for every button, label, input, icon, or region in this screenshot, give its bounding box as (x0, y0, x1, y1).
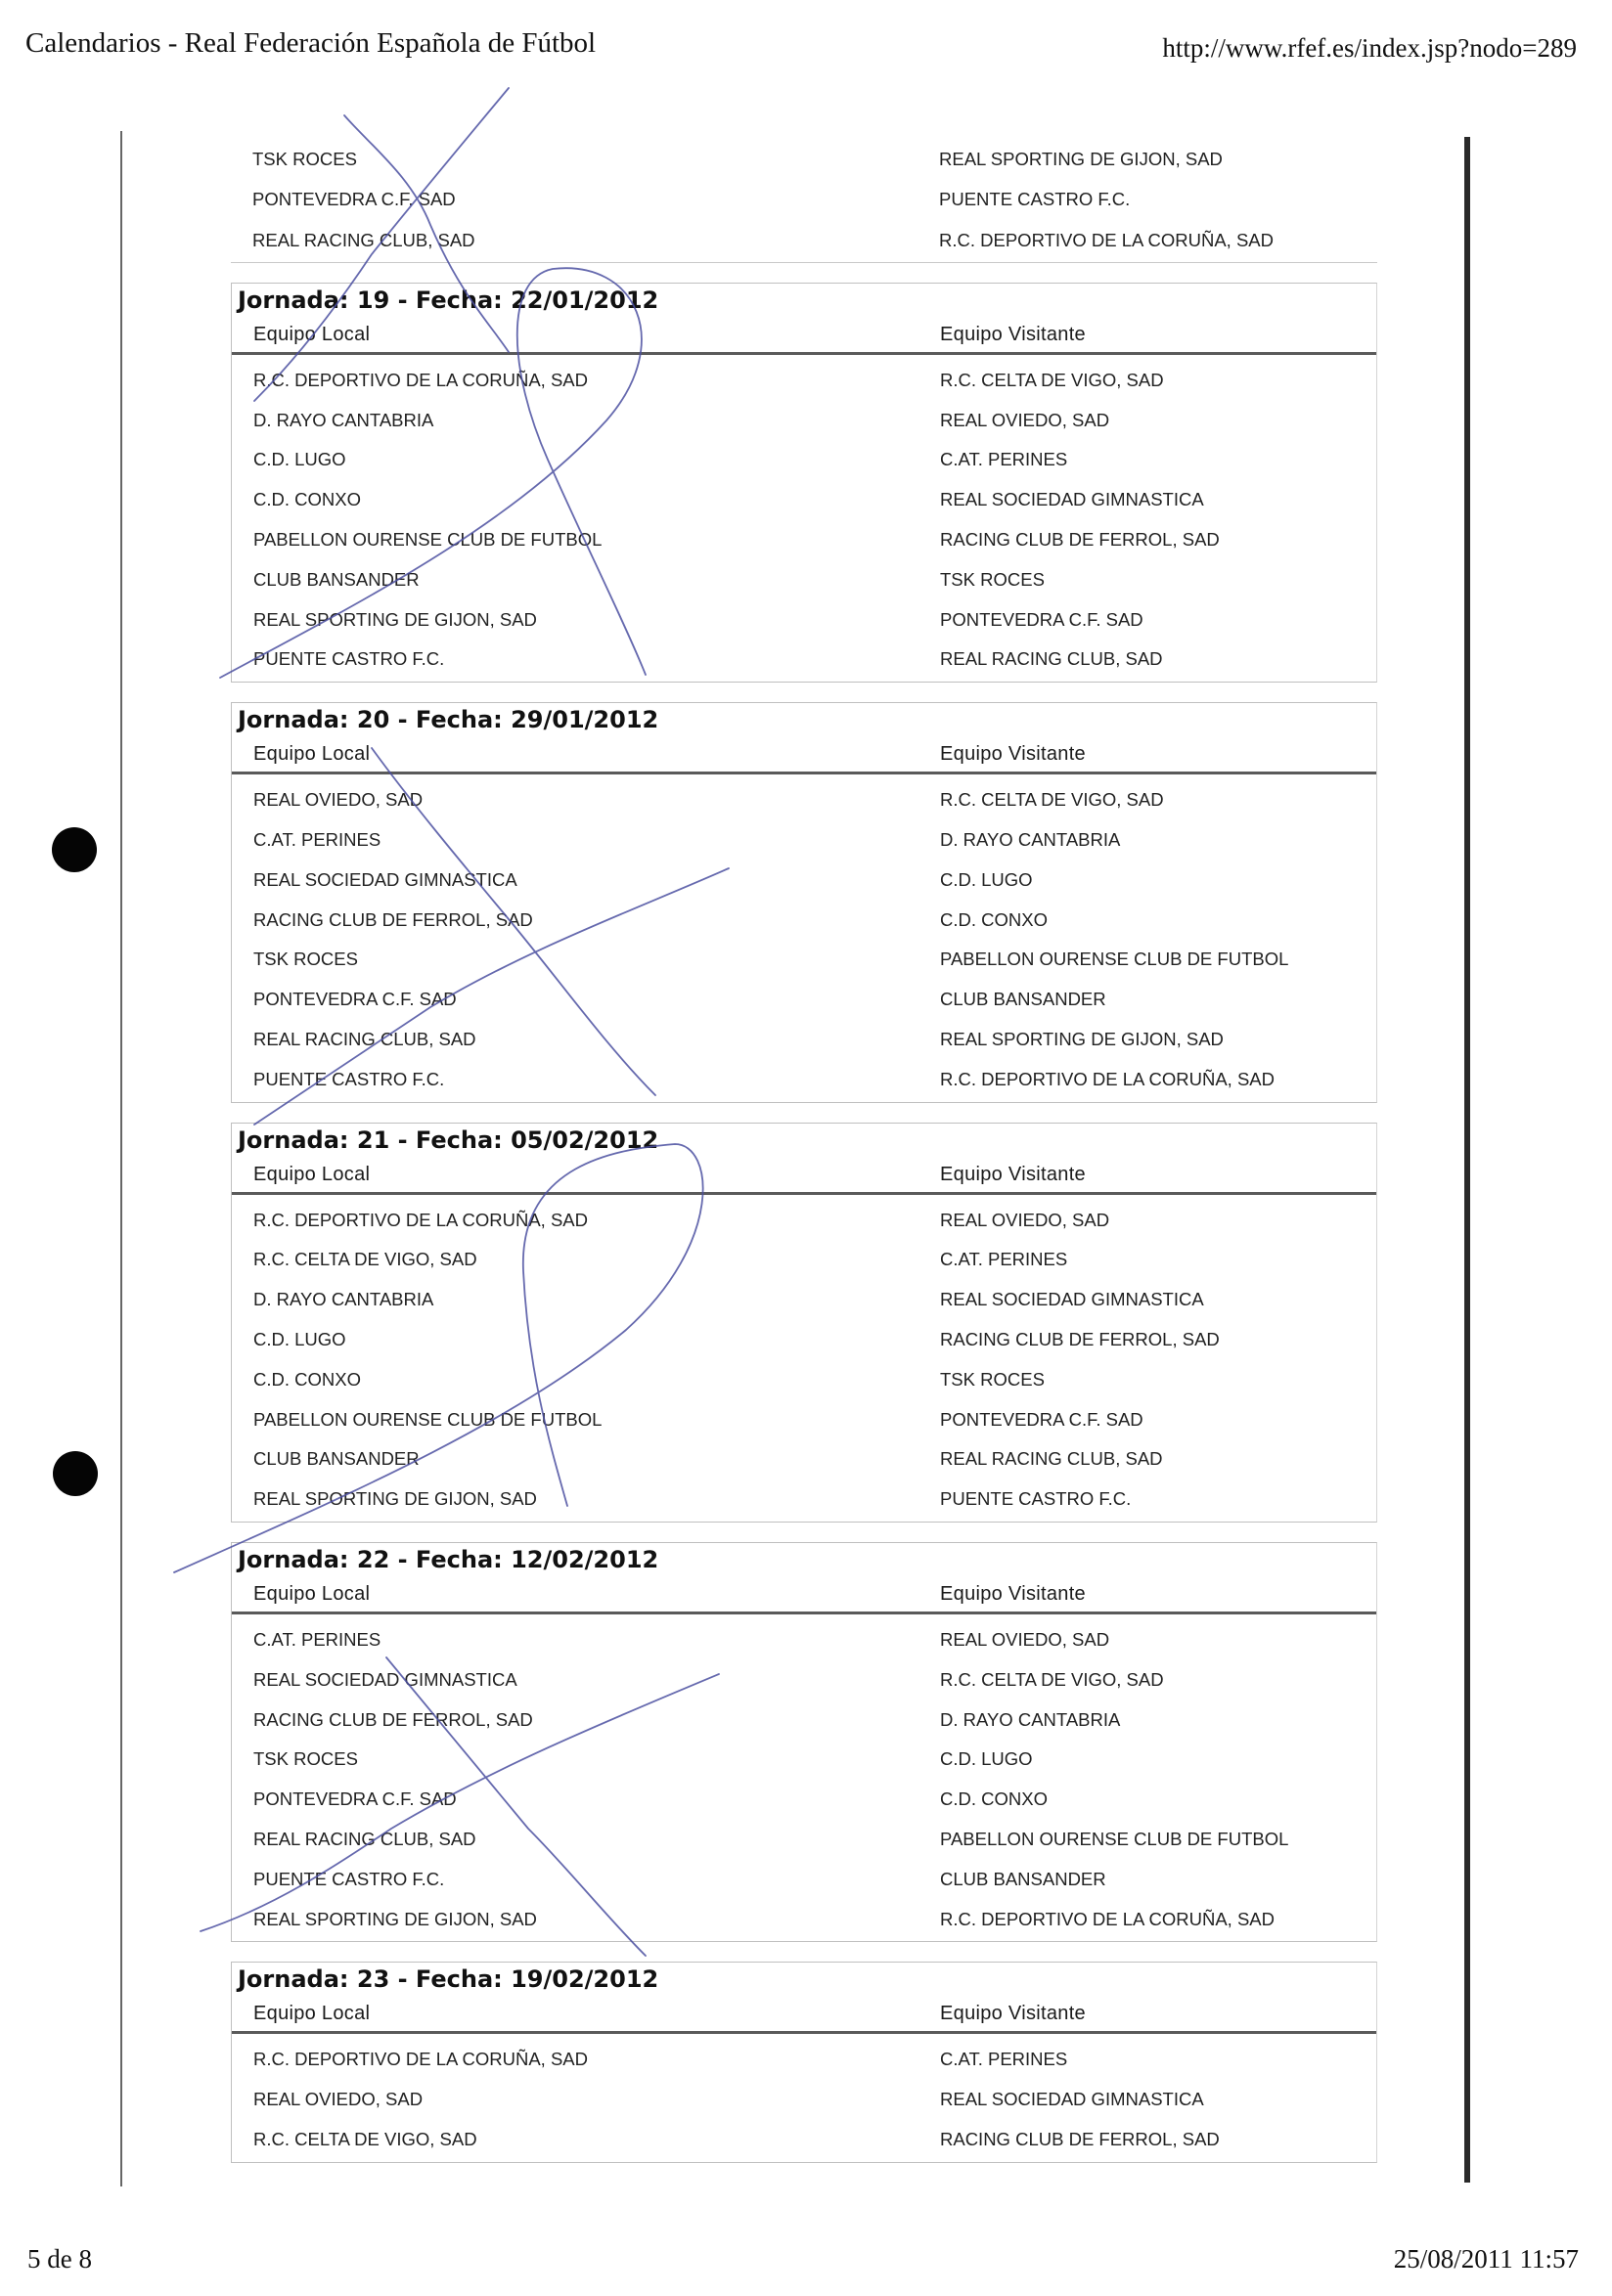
local-team: R.C. CELTA DE VIGO, SAD (253, 1249, 477, 1270)
column-header-visitante: Equipo Visitante (940, 1583, 1086, 1606)
jornada-block (231, 283, 1377, 683)
visiting-team: C.AT. PERINES (940, 2049, 1068, 2070)
match-row (232, 1360, 1376, 1400)
page-header-title: Calendarios - Real Federación Española de Fútbol (25, 27, 597, 59)
local-team: C.D. LUGO (253, 1329, 346, 1350)
column-header-visitante: Equipo Visitante (940, 323, 1086, 345)
match-row (232, 1820, 1376, 1860)
visiting-team: PONTEVEDRA C.F. SAD (940, 1408, 1143, 1430)
jornada-block (231, 702, 1377, 1102)
match-row (232, 1860, 1376, 1900)
match-row (232, 820, 1376, 861)
visiting-team: R.C. DEPORTIVO DE LA CORUÑA, SAD (940, 1908, 1275, 1929)
visiting-team: REAL OVIEDO, SAD (940, 1629, 1110, 1651)
match-row (232, 1320, 1376, 1360)
visiting-team: PUENTE CASTRO F.C. (939, 189, 1131, 210)
visiting-team: REAL SOCIEDAD GIMNASTICA (940, 1289, 1204, 1310)
match-row (232, 1780, 1376, 1820)
page-header-url[interactable]: http://www.rfef.es/index.jsp?nodo=289 (1162, 33, 1577, 63)
match-row (232, 1240, 1376, 1280)
jornada-title: Jornada: 23 - Fecha: 19/02/2012 (238, 1965, 659, 1994)
visiting-team: PUENTE CASTRO F.C. (940, 1488, 1132, 1510)
match-row (232, 640, 1376, 680)
match-row (232, 1020, 1376, 1060)
local-team: R.C. DEPORTIVO DE LA CORUÑA, SAD (253, 369, 588, 390)
match-row (232, 1620, 1376, 1660)
visiting-team: PABELLON OURENSE CLUB DE FUTBOL (940, 1829, 1289, 1849)
match-rows (231, 133, 1377, 262)
local-team: R.C. DEPORTIVO DE LA CORUÑA, SAD (253, 2049, 588, 2070)
local-team: D. RAYO CANTABRIA (253, 1289, 434, 1310)
match-row (232, 560, 1376, 600)
local-team: C.D. LUGO (253, 449, 346, 470)
visiting-team: REAL RACING CLUB, SAD (940, 1448, 1163, 1470)
visiting-team: TSK ROCES (940, 568, 1045, 590)
match-row (232, 1400, 1376, 1440)
local-team: PONTEVEDRA C.F. SAD (252, 189, 456, 210)
local-team: REAL SPORTING DE GIJON, SAD (253, 1488, 537, 1510)
visiting-team: RACING CLUB DE FERROL, SAD (940, 529, 1220, 551)
jornada-title: Jornada: 22 - Fecha: 12/02/2012 (238, 1546, 659, 1574)
visiting-team: D. RAYO CANTABRIA (940, 1708, 1121, 1730)
local-team: REAL OVIEDO, SAD (253, 789, 424, 811)
column-header-visitante: Equipo Visitante (940, 2003, 1086, 2025)
match-row (232, 361, 1376, 401)
match-row (232, 440, 1376, 480)
visiting-team: C.D. CONXO (940, 908, 1048, 930)
column-header-row (232, 736, 1376, 774)
left-margin-line (120, 131, 122, 2186)
match-rows (232, 1614, 1376, 1941)
local-team: REAL SPORTING DE GIJON, SAD (253, 608, 537, 630)
match-row (232, 600, 1376, 640)
local-team: PUENTE CASTRO F.C. (253, 1868, 445, 1889)
local-team: PUENTE CASTRO F.C. (253, 1068, 445, 1089)
match-row (232, 1700, 1376, 1741)
visiting-team: REAL OVIEDO, SAD (940, 409, 1110, 430)
local-team: RACING CLUB DE FERROL, SAD (253, 1708, 533, 1730)
match-row (232, 861, 1376, 901)
local-team: REAL SOCIEDAD GIMNASTICA (253, 868, 517, 890)
visiting-team: PONTEVEDRA C.F. SAD (940, 608, 1143, 630)
punch-hole (53, 1451, 98, 1496)
jornada-block (231, 1962, 1377, 2162)
match-row (232, 401, 1376, 441)
punch-hole (52, 827, 97, 872)
visiting-team: C.D. CONXO (940, 1788, 1048, 1810)
column-header-visitante: Equipo Visitante (940, 1163, 1086, 1185)
match-row (232, 1439, 1376, 1479)
visiting-team: REAL OVIEDO, SAD (940, 1209, 1110, 1230)
local-team: TSK ROCES (252, 149, 357, 169)
local-team: C.D. CONXO (253, 1368, 361, 1390)
match-row (232, 2040, 1376, 2080)
visiting-team: CLUB BANSANDER (940, 1868, 1106, 1889)
jornada-list (231, 283, 1377, 2163)
page-number: 5 de 8 (27, 2244, 92, 2274)
local-team: REAL SPORTING DE GIJON, SAD (253, 1908, 537, 1929)
local-team: PONTEVEDRA C.F. SAD (253, 989, 457, 1010)
local-team: PABELLON OURENSE CLUB DE FUTBOL (253, 529, 603, 551)
right-margin-line (1464, 137, 1470, 2183)
local-team: RACING CLUB DE FERROL, SAD (253, 908, 533, 930)
visiting-team: PABELLON OURENSE CLUB DE FUTBOL (940, 949, 1289, 970)
visiting-team: REAL SOCIEDAD GIMNASTICA (940, 2089, 1204, 2110)
column-header-row (232, 317, 1376, 355)
match-row (232, 940, 1376, 980)
visiting-team: C.D. LUGO (940, 1748, 1033, 1770)
calendar-content (231, 133, 1377, 2163)
match-row (232, 780, 1376, 820)
visiting-team: R.C. DEPORTIVO DE LA CORUÑA, SAD (939, 229, 1274, 250)
local-team: CLUB BANSANDER (253, 1448, 420, 1470)
visiting-team: C.D. LUGO (940, 868, 1033, 890)
match-row (231, 220, 1377, 260)
local-team: CLUB BANSANDER (253, 568, 420, 590)
column-header-visitante: Equipo Visitante (940, 743, 1086, 766)
local-team: PUENTE CASTRO F.C. (253, 648, 445, 670)
match-rows (232, 1195, 1376, 1522)
match-row (232, 480, 1376, 520)
match-row (232, 980, 1376, 1020)
local-team: C.AT. PERINES (253, 829, 381, 851)
column-header-local: Equipo Local (253, 1583, 371, 1606)
match-row (232, 1060, 1376, 1100)
local-team: REAL RACING CLUB, SAD (252, 229, 475, 250)
jornada-title: Jornada: 20 - Fecha: 29/01/2012 (238, 706, 659, 734)
match-row (232, 1660, 1376, 1700)
visiting-team: R.C. DEPORTIVO DE LA CORUÑA, SAD (940, 1068, 1275, 1089)
local-team: D. RAYO CANTABRIA (253, 409, 434, 430)
match-row (232, 1479, 1376, 1520)
visiting-team: REAL SOCIEDAD GIMNASTICA (940, 489, 1204, 510)
match-row (231, 179, 1377, 219)
local-team: REAL SOCIEDAD GIMNASTICA (253, 1668, 517, 1690)
local-team: C.D. CONXO (253, 489, 361, 510)
column-header-local: Equipo Local (253, 323, 371, 345)
local-team: REAL RACING CLUB, SAD (253, 1029, 476, 1050)
visiting-team: RACING CLUB DE FERROL, SAD (940, 1329, 1220, 1350)
local-team: TSK ROCES (253, 949, 358, 970)
local-team: PABELLON OURENSE CLUB DE FUTBOL (253, 1408, 603, 1430)
visiting-team: RACING CLUB DE FERROL, SAD (940, 2128, 1220, 2149)
match-row (232, 1280, 1376, 1320)
match-row (232, 520, 1376, 560)
match-row (232, 901, 1376, 941)
visiting-team: REAL RACING CLUB, SAD (940, 648, 1163, 670)
match-row (232, 1201, 1376, 1241)
column-header-local: Equipo Local (253, 1163, 371, 1185)
visiting-team: D. RAYO CANTABRIA (940, 829, 1121, 851)
local-team: R.C. DEPORTIVO DE LA CORUÑA, SAD (253, 1209, 588, 1230)
match-row (232, 1740, 1376, 1780)
column-header-row (232, 1157, 1376, 1195)
jornada-block (231, 1542, 1377, 1942)
match-row (232, 2080, 1376, 2120)
column-header-row (232, 1576, 1376, 1614)
visiting-team: C.AT. PERINES (940, 449, 1068, 470)
visiting-team: TSK ROCES (940, 1368, 1045, 1390)
jornada-title: Jornada: 21 - Fecha: 05/02/2012 (238, 1126, 659, 1154)
local-team: REAL OVIEDO, SAD (253, 2089, 424, 2110)
column-header-local: Equipo Local (253, 743, 371, 766)
visiting-team: CLUB BANSANDER (940, 989, 1106, 1010)
print-datetime: 25/08/2011 11:57 (1393, 2244, 1579, 2274)
match-rows (232, 774, 1376, 1101)
visiting-team: R.C. CELTA DE VIGO, SAD (940, 789, 1164, 811)
local-team: R.C. CELTA DE VIGO, SAD (253, 2128, 477, 2149)
local-team: C.AT. PERINES (253, 1629, 381, 1651)
match-row (232, 1900, 1376, 1940)
match-row (232, 2120, 1376, 2160)
match-rows (232, 2034, 1376, 2161)
jornada-block (231, 1123, 1377, 1523)
match-rows (232, 355, 1376, 682)
visiting-team: REAL SPORTING DE GIJON, SAD (940, 1029, 1224, 1050)
local-team: TSK ROCES (253, 1748, 358, 1770)
match-row (231, 139, 1377, 179)
jornada-title: Jornada: 19 - Fecha: 22/01/2012 (238, 286, 659, 314)
visiting-team: R.C. CELTA DE VIGO, SAD (940, 369, 1164, 390)
visiting-team: C.AT. PERINES (940, 1249, 1068, 1270)
visiting-team: R.C. CELTA DE VIGO, SAD (940, 1668, 1164, 1690)
local-team: PONTEVEDRA C.F. SAD (253, 1788, 457, 1810)
continued-match-list (231, 133, 1377, 263)
local-team: REAL RACING CLUB, SAD (253, 1829, 476, 1849)
column-header-local: Equipo Local (253, 2003, 371, 2025)
column-header-row (232, 1996, 1376, 2034)
visiting-team: REAL SPORTING DE GIJON, SAD (939, 149, 1223, 169)
